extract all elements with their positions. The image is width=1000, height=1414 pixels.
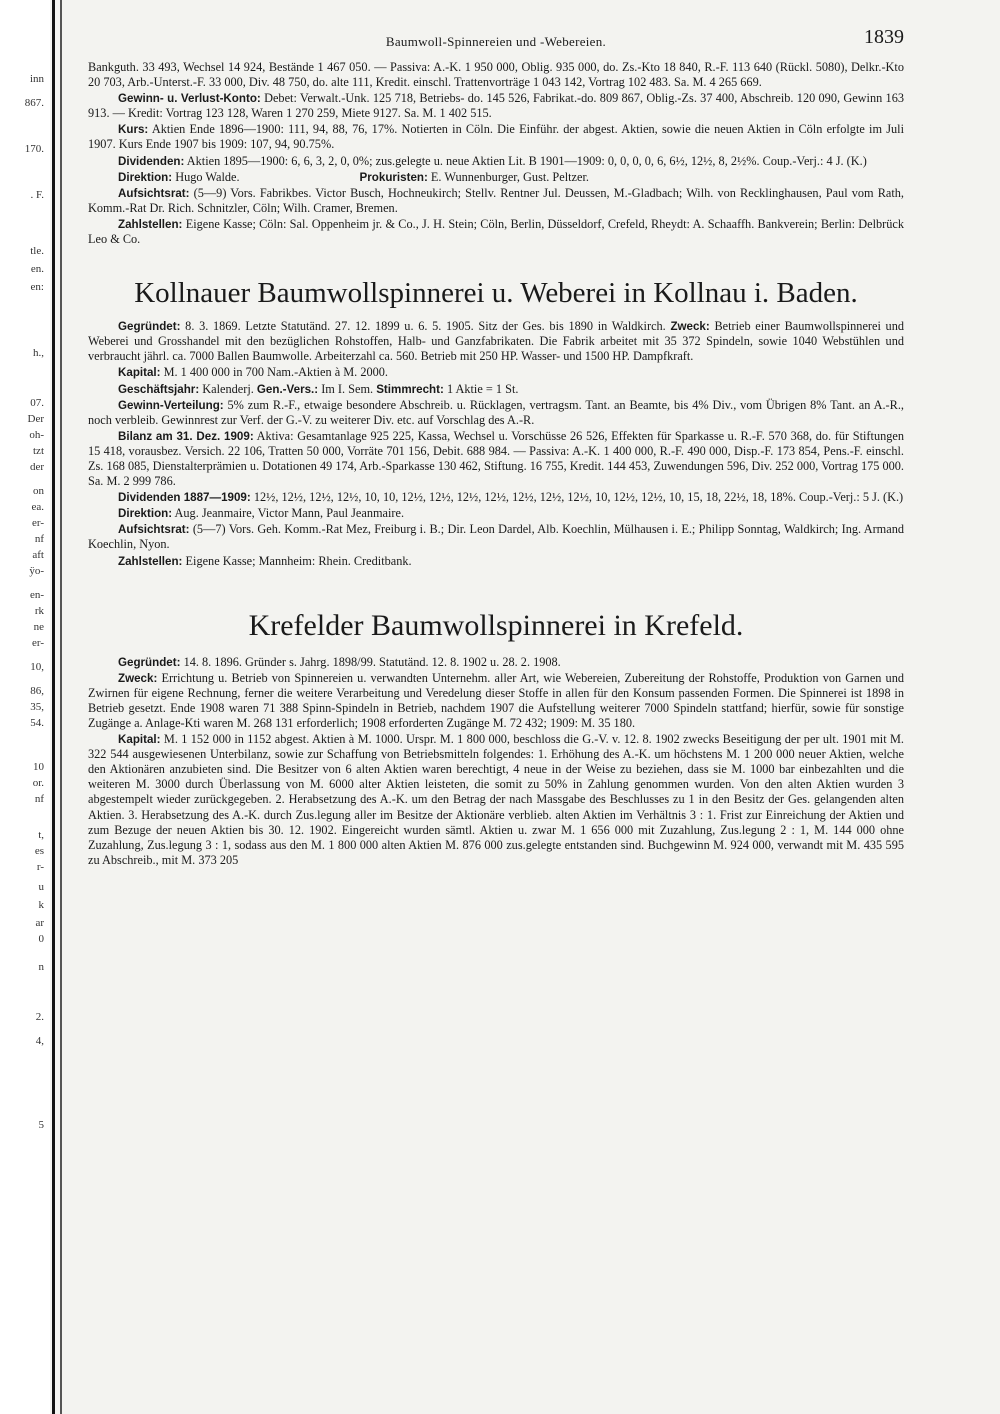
- capital-label: Kapital:: [118, 733, 161, 747]
- gutter-fragment: k: [38, 899, 44, 911]
- gutter-fragment: 10: [33, 761, 44, 773]
- management: Direktion: Hugo Walde. Prokuristen: E. Wunnenburger, Gust. Peltzer.: [118, 169, 589, 184]
- gutter-fragment: n: [38, 961, 44, 973]
- dividends-label: Dividenden:: [118, 154, 185, 168]
- kollnau-heading: Kollnauer Baumwollspinnerei u. Weberei in Kollnau i. Baden.: [134, 277, 858, 310]
- gutter-fragment: ea.: [31, 501, 44, 513]
- supervisory-board-label: Aufsichtsrat:: [118, 523, 190, 537]
- dividends: Dividenden: Aktien 1895—1900: 6, 6, 3, 2, 0, 0%; zus.gelegte u. neue Aktien Lit. B 1901—1909: 0, 0, 0, 0, 6, 6½, 12½, 8, 2½%. Coup.-Verj.: 4 J. (K.): [118, 153, 867, 168]
- profit-distribution: Gewinn-Verteilung: 5% zum R.-F., etwaige besondere Abschreib. u. Rücklagen, vertragsm. Tant. an Beamte, bis 4% Div., vom Übrigen 8% Tant. an A.-R., noch verbleib. Gewinnrest zur Verf. der G.-V. zu weiterer Div. etc. auf Vorschlag des A.-R.: [88, 397, 904, 427]
- gutter-fragment: or.: [32, 777, 44, 789]
- gutter-fragment: 54.: [30, 717, 44, 729]
- gutter-fragment: nf: [34, 793, 44, 805]
- capital: Kapital: M. 1 152 000 in 1152 abgest. Aktien à M. 1000. Urspr. M. 1 800 000, beschloss die G.-V. v. 12. 8. 1902 zwecks Beseitigung der per ult. 1901 mit M. 322 544 ausgewiesenen Unterbilanz, sowie zur Schaffung von Betriebsmitteln folgendes: 1. Erhöhung des A.-K. um höchstens M. 1 200 000 neuer Aktien, welche den Aktionären anzubieten sind. Die Besitzer von 6 alten Aktien waren berechtigt, 4 neue in der Weise zu beziehen, dass sie M. 1000 bar einbezahlten und die weiteren M. 3000 durch Überlassung von M. 6000 alter Aktien leisteten, die somit zu 50% in Zahlung genommen wurden. Von den alten Aktien wurden 3 abgestempelt wieder zurückgegeben. 2. Herabsetzung des A.-K. um den Betrag der nach Massgabe des Beschlusses zu 1 in den Besitz der Ges. gelangenden alten Aktien. 3. Herabsetzung des A.-K. durch Zus.legung aller im Besitze der Aktionäre verblieb. alten Aktien im Verhältnis 3 : 1. Frist zur Einreichung der Aktien und zum Bezuge der neuen Aktien bis 30. 12. 1902. Eingereicht wurden sämtl. Aktien u. zwar M. 1 656 000 mit Zuzahlung, Zus.legung 2 : 1, M. 144 000 ohne Zuzahlung, Zus.legung 3 : 1, sodass aus den M. 1 800 000 alten Aktien M. 876 000 zus.gelegte entstanden sind. Buchgewinn M. 924 000, verwandt mit M. 435 595 zu Abschreib., mit M. 373 205: [88, 732, 904, 867]
- gutter-fragment: 07.: [30, 397, 44, 409]
- gutter-fragment: ÿo-: [29, 565, 44, 577]
- share-price: Kurs: Aktien Ende 1896—1900: 111, 94, 88, 76, 17%. Notierten in Cöln. Die Einführ. der abgest. Aktien, sowie die neuen Aktien in Cöln erfolgte im Juli 1907. Kurs Ende 1907 bis 1909: 107, 94, 90.75%.: [88, 122, 904, 152]
- gutter-fragment: 86,: [30, 685, 44, 697]
- management: Direktion: Aug. Jeanmaire, Victor Mann, Paul Jeanmaire.: [118, 506, 405, 521]
- gutter-fragment: 35,: [30, 701, 44, 713]
- gutter-fragment: 10,: [30, 661, 44, 673]
- dividends-label: Dividenden 1887—1909:: [118, 491, 251, 505]
- general-meeting-label: Gen.-Vers.:: [256, 382, 319, 396]
- capital-label: Kapital:: [118, 366, 161, 380]
- capital: Kapital: M. 1 400 000 in 700 Nam.-Aktien à M. 2000.: [118, 365, 388, 380]
- gutter-fragment: ar: [35, 917, 44, 929]
- gutter-fragment: aft: [32, 549, 44, 561]
- previous-company-continuation: [88, 60, 904, 247]
- supervisory-board: Aufsichtsrat: (5—9) Vors. Fabrikbes. Victor Busch, Hochneukirch; Stellv. Rentner Jul. Deussen, M.-Gladbach; Wilh. von Recklinghausen, Paul vom Rath, Komm.-Rat Dr. Rich. Schnitzler, Cöln; Wilh. Cramer, Bremen.: [88, 185, 905, 215]
- gutter-fragment: 4,: [35, 1035, 44, 1047]
- gutter-fragment: tzt: [33, 445, 44, 457]
- fiscal-year: Geschäftsjahr: Kalenderj. Gen.-Vers.: Im I. Sem. Stimmrecht: 1 Aktie = 1 St.: [118, 381, 519, 396]
- gutter-fragment: on: [33, 485, 44, 497]
- binding-edge-inner: [60, 0, 62, 1414]
- paying-agents: Zahlstellen: Eigene Kasse; Mannheim: Rhein. Creditbank.: [118, 553, 412, 568]
- purpose: Zweck: Errichtung u. Betrieb von Spinnereien u. verwandten Unternehm. aller Art, wie Webereien, Zubereitung der Rohstoffe, Produktion von Garnen und Zwirnen für eigene Rechnung, ferner die weitere Verarbeitung und Veredelung dieser Stoffe in allen für den Konsum passenden Formen. Die Spinnerei ist 1898 in Betrieb gesetzt. Ende 1908 waren 71 388 Spinn-Spindeln in Betrieb, nachdem 1907 die Aufstellung weiterer 7000 Spindeln stattfand; hierfür, sowie für sonstige Zugänge a. Anlage-Kti waren M. 268 131 erforderlich; 1908 erforderten Zugänge M. 72 432; 1909: M. 35 180.: [88, 670, 904, 730]
- gutter-fragment: h.,: [33, 347, 44, 359]
- gutter-fragment: t,: [38, 829, 44, 841]
- profit-loss-account: Gewinn- u. Verlust-Konto: Debet: Verwalt.-Unk. 125 718, Betriebs- do. 145 526, Fabrikat.-do. 809 867, Oblig.-Zs. 37 400, Abschreib. 120 090, Gewinn 163 913. — Kredit: Vortrag 123 128, Waren 1 270 259, Miete 9127. Sa. M. 1 402 515.: [88, 91, 905, 121]
- fiscal-year-label: Geschäftsjahr:: [118, 382, 200, 396]
- voting-right-label: Stimmrecht:: [376, 382, 444, 396]
- profit-distribution-label: Gewinn-Verteilung:: [118, 398, 224, 412]
- gutter-fragment: 867.: [24, 97, 44, 109]
- gutter-fragment: es: [34, 845, 44, 857]
- gutter-fragment: er-: [32, 517, 44, 529]
- supervisory-board: Aufsichtsrat: (5—7) Vors. Geh. Komm.-Rat Mez, Freiburg i. B.; Dir. Leon Dardel, Alb. Koechlin, Mülhausen i. E.; Philipp Sonntag, Waldkirch; Ing. Armand Koechlin, Nyon.: [88, 522, 904, 552]
- gutter-fragment: er-: [32, 637, 44, 649]
- gutter-fragment: en.: [30, 263, 44, 275]
- running-head: [88, 26, 904, 60]
- balance-sheet: Bilanz am 31. Dez. 1909: Aktiva: Gesamtanlage 925 225, Kassa, Wechsel u. Vorschüsse 26 526, Effekten für Sparkasse u. R.-F. 570 368, do. für Stiftungen 15 418, vorausbez. Versich. 22 106, Tratten 50 000, Vorräte 701 156, Debit. 688 984. — Passiva: A.-K. 1 400 000, R.-F. 490 000, Disp.-F. 173 854, Pens.-F. einschl. Zs. 168 085, Dienstalterprämien u. Dotationen 49 174, Arb.-Sparkasse 130 462, Stiftung. 16 755, Kredit. 144 453, Zuwendungen 596, Div. 252 000, Vortrag 175 000. Sa. M. 2 999 786.: [88, 428, 904, 489]
- supervisory-board-label: Aufsichtsrat:: [118, 186, 190, 200]
- profit-loss-label: Gewinn- u. Verlust-Konto:: [118, 92, 261, 106]
- krefeld-heading: Krefelder Baumwollspinnerei in Krefeld.: [248, 608, 744, 642]
- gutter-fragment: inn: [29, 73, 44, 85]
- gutter-fragment: r-: [36, 861, 44, 873]
- gutter-fragment: 5: [38, 1119, 44, 1131]
- gutter-fragment: u: [38, 881, 44, 893]
- gutter-fragment: . F.: [30, 189, 44, 201]
- gutter-fragment: nf: [34, 533, 44, 545]
- gutter-fragment: 170.: [24, 143, 44, 155]
- gutter-fragment: rk: [34, 605, 44, 617]
- founded-label: Gegründet:: [118, 320, 181, 334]
- gutter-fragment: en:: [30, 281, 44, 293]
- founded-label: Gegründet:: [118, 655, 181, 669]
- founded: Gegründet: 14. 8. 1896. Gründer s. Jahrg. 1898/99. Statutänd. 12. 8. 1902 u. 28. 2. 1908.: [118, 654, 561, 669]
- running-title: Baumwoll-Spinnereien und -Webereien.: [385, 34, 607, 49]
- management-label: Direktion:: [118, 170, 173, 184]
- binding-edge: [52, 0, 55, 1414]
- krefeld-entry: [88, 655, 904, 868]
- authorized-officers-label: Prokuristen:: [359, 170, 428, 184]
- balance-sheet-label: Bilanz am 31. Dez. 1909:: [118, 429, 254, 443]
- founded: Gegründet: 8. 3. 1869. Letzte Statutänd. 27. 12. 1899 u. 6. 5. 1905. Sitz der Ges. bis 1890 in Waldkirch. Zweck: Betrieb einer Baumwollspinnerei und Weberei und Grosshandel mit den bezüglichen Rohstoffen, Halb- und Ganzfabrikaten. Die Fabrik arbeitet mit 35 372 Spindeln, sowie 1040 Webstühlen und verbraucht jährl. ca. 7000 Ballen Baumwolle. Arbeiterzahl ca. 560. Betrieb mit 250 HP. Wasser- und 1500 HP. Dampfkraft.: [88, 319, 905, 364]
- gutter-fragment: ne: [33, 621, 44, 633]
- purpose-label: Zweck:: [118, 671, 158, 685]
- gutter-fragment: Der: [27, 413, 44, 425]
- purpose-label: Zweck:: [670, 320, 710, 334]
- gutter-fragment: en-: [29, 589, 44, 601]
- share-price-label: Kurs:: [118, 123, 149, 137]
- paying-agents-label: Zahlstellen:: [118, 217, 183, 231]
- dividends: Dividenden 1887—1909: 12½, 12½, 12½, 12½, 10, 10, 12½, 12½, 12½, 12½, 12½, 12½, 12½, 10, 12½, 12½, 10, 15, 18, 22½, 18, 18%. Coup.-Verj.: 5 J. (K.): [118, 490, 904, 505]
- management-label: Direktion:: [118, 507, 173, 521]
- gutter-fragment: oh-: [29, 429, 44, 441]
- paying-agents-label: Zahlstellen:: [118, 554, 183, 568]
- kollnau-entry: [88, 319, 904, 569]
- gutter-fragment: 0: [38, 933, 44, 945]
- gutter-fragment: der: [29, 461, 44, 473]
- balance-continuation: Bankguth. 33 493, Wechsel 14 924, Bestände 1 467 050. — Passiva: A.-K. 1 950 000, Oblig. 935 000, do. Zs.-Kto 18 840, R.-F. 113 640 (Rückl. 5080), Delkr.-Kto 20 703, Arb.-Unterst.-F. 33 000, Div. 48 750, do. alte 111, Kredit. einschl. Trattenvorträge 1 043 142, Vortrag 102 483. Sa. M. 4 265 669.: [88, 60, 904, 90]
- book-page: [88, 26, 905, 869]
- page-number: 1839: [864, 26, 904, 48]
- paying-agents: Zahlstellen: Eigene Kasse; Cöln: Sal. Oppenheim jr. & Co., J. H. Stein; Cöln, Berlin, Düsseldorf, Crefeld, Rheydt: A. Schaaffh. Bankverein; Berlin: Delbrück Leo & Co.: [88, 216, 904, 247]
- gutter-fragment: 2.: [35, 1011, 44, 1023]
- gutter-fragment: tle.: [30, 245, 44, 257]
